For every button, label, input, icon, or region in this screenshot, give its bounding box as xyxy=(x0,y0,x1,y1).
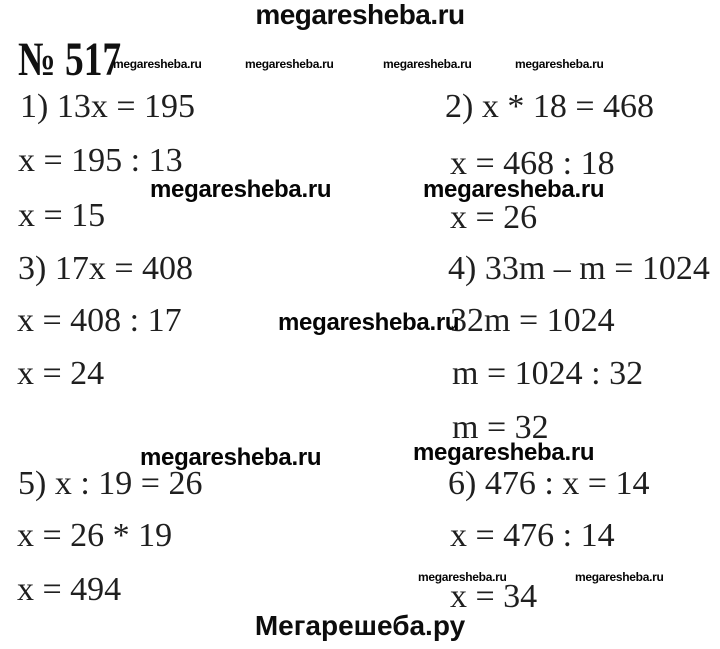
equation-line: 4) 33m – m = 1024 xyxy=(448,250,710,287)
equation-line: x = 26 xyxy=(450,199,538,236)
equation-line: x = 468 : 18 xyxy=(450,145,615,182)
equation-line: 3) 17x = 408 xyxy=(18,250,193,287)
watermark-text: megaresheba.ru xyxy=(418,570,507,584)
equation-line: m = 1024 : 32 xyxy=(452,355,644,392)
equation-line: x = 476 : 14 xyxy=(450,517,615,554)
equation-line: 5) x : 19 = 26 xyxy=(18,465,203,502)
watermark-text: megaresheba.ru xyxy=(413,439,595,466)
watermark-text: megaresheba.ru xyxy=(278,309,460,336)
site-header-title: megaresheba.ru xyxy=(255,0,465,30)
equation-line: x = 408 : 17 xyxy=(17,302,182,339)
footer-site-title: Мегарешеба.ру xyxy=(254,610,466,641)
equation-line: 2) x * 18 = 468 xyxy=(445,88,654,125)
equation-line: x = 195 : 13 xyxy=(18,142,183,179)
equation-line: x = 494 xyxy=(17,571,122,608)
equation-line: x = 26 * 19 xyxy=(17,517,173,554)
problem-number: № 517 xyxy=(18,33,122,86)
equation-line: 1) 13x = 195 xyxy=(20,88,195,125)
watermark-text: megaresheba.ru xyxy=(423,176,605,203)
watermark-text: megaresheba.ru xyxy=(383,57,472,71)
watermark-text: megaresheba.ru xyxy=(575,570,664,584)
equation-line: x = 15 xyxy=(18,197,106,234)
watermark-text: megaresheba.ru xyxy=(150,176,332,203)
equation-line: x = 24 xyxy=(17,355,105,392)
equation-line: 6) 476 : x = 14 xyxy=(448,465,650,502)
equation-line: x = 34 xyxy=(450,578,538,615)
watermark-text: megaresheba.ru xyxy=(245,57,334,71)
equation-line: 32m = 1024 xyxy=(450,302,615,339)
equation-line: m = 32 xyxy=(452,409,549,446)
watermark-text: megaresheba.ru xyxy=(113,57,202,71)
watermark-text: megaresheba.ru xyxy=(140,444,322,471)
watermark-text: megaresheba.ru xyxy=(515,57,604,71)
